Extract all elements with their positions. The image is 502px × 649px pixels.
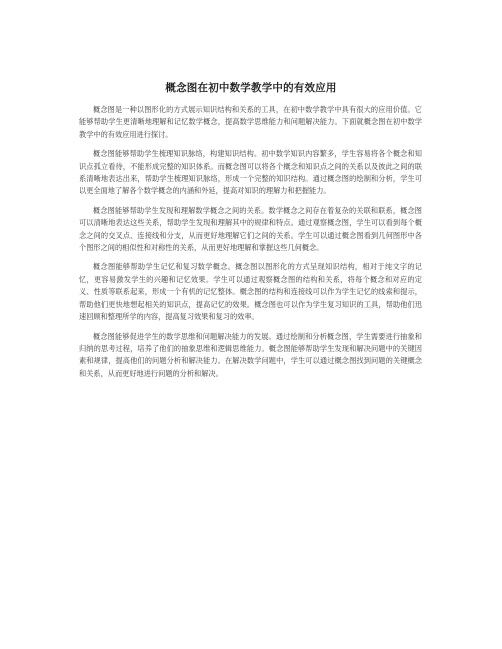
paragraph-memory-review: 概念图能够帮助学生记忆和复习数学概念。概念图以图形化的方式呈现知识结构，相对于纯文字的记忆，更容易激发学生的兴趣和记忆效果。学生可以通过观察概念图的结构和关系，将每个概念和对应的定义、性质等联系起来，形成一个有机的记忆整体。概念图的结构和连接线可以作为学生记忆的线索和提示，帮助他们更快地想起相关的知识点，提高记忆的效果。概念图也可以作为学生复习知识的工具，帮助他们迅速回顾和整理所学的内容，提高复习效果和复习的效率。 [79,262,422,322]
document-body [79,104,422,387]
paragraph-concept-relations: 概念图能够帮助学生发现和理解数学概念之间的关系。数学概念之间存在着复杂的关联和联系，概念图可以清晰地表达这些关系，帮助学生发现和理解其中的规律和特点。通过观察概念图，学生可以看到每个概念之间的交叉点、连接线和分支，从而更好地理解它们之间的关系。学生可以通过概念图看到几何图形中各个图形之间的相似性和对称性的关系，从而更好地理解和掌握这些几何概念。 [79,205,422,253]
paragraph-knowledge-structure: 概念图能够帮助学生梳理知识脉络，构建知识结构。初中数学知识内容繁多，学生容易将各个概念和知识点孤立看待，不能形成完整的知识体系。而概念图可以将各个概念和知识点之间的关系以及彼此之间的联系清晰地表达出来，帮助学生梳理知识脉络，形成一个完整的知识结构。通过概念图的绘制和分析，学生可以更全面地了解各个数学概念的内涵和外延，提高对知识的理解力和把握能力。 [79,149,422,196]
document-title: 概念图在初中数学教学中的有效应用 [165,82,337,94]
paragraph-thinking-problem-solving: 概念图能够促进学生的数学思维和问题解决能力的发展。通过绘制和分析概念图，学生需要进行抽象和归纳的思考过程，培养了他们的抽象思维和逻辑思维能力。概念图能够帮助学生发现和解决问题中的关键因素和规律，提高他们的问题分析和解决能力。在解决数学问题中，学生可以通过概念图找到问题的关键概念和关系，从而更好地进行问题的分析和解决。 [79,331,422,378]
paragraph-intro: 概念图是一种以图形化的方式展示知识结构和关系的工具，在初中数学教学中具有很大的应用价值。它能够帮助学生更清晰地理解和记忆数学概念，提高数学思维能力和问题解决能力。下面就概念图在初中数学教学中的有效应用进行探讨。 [79,105,422,139]
